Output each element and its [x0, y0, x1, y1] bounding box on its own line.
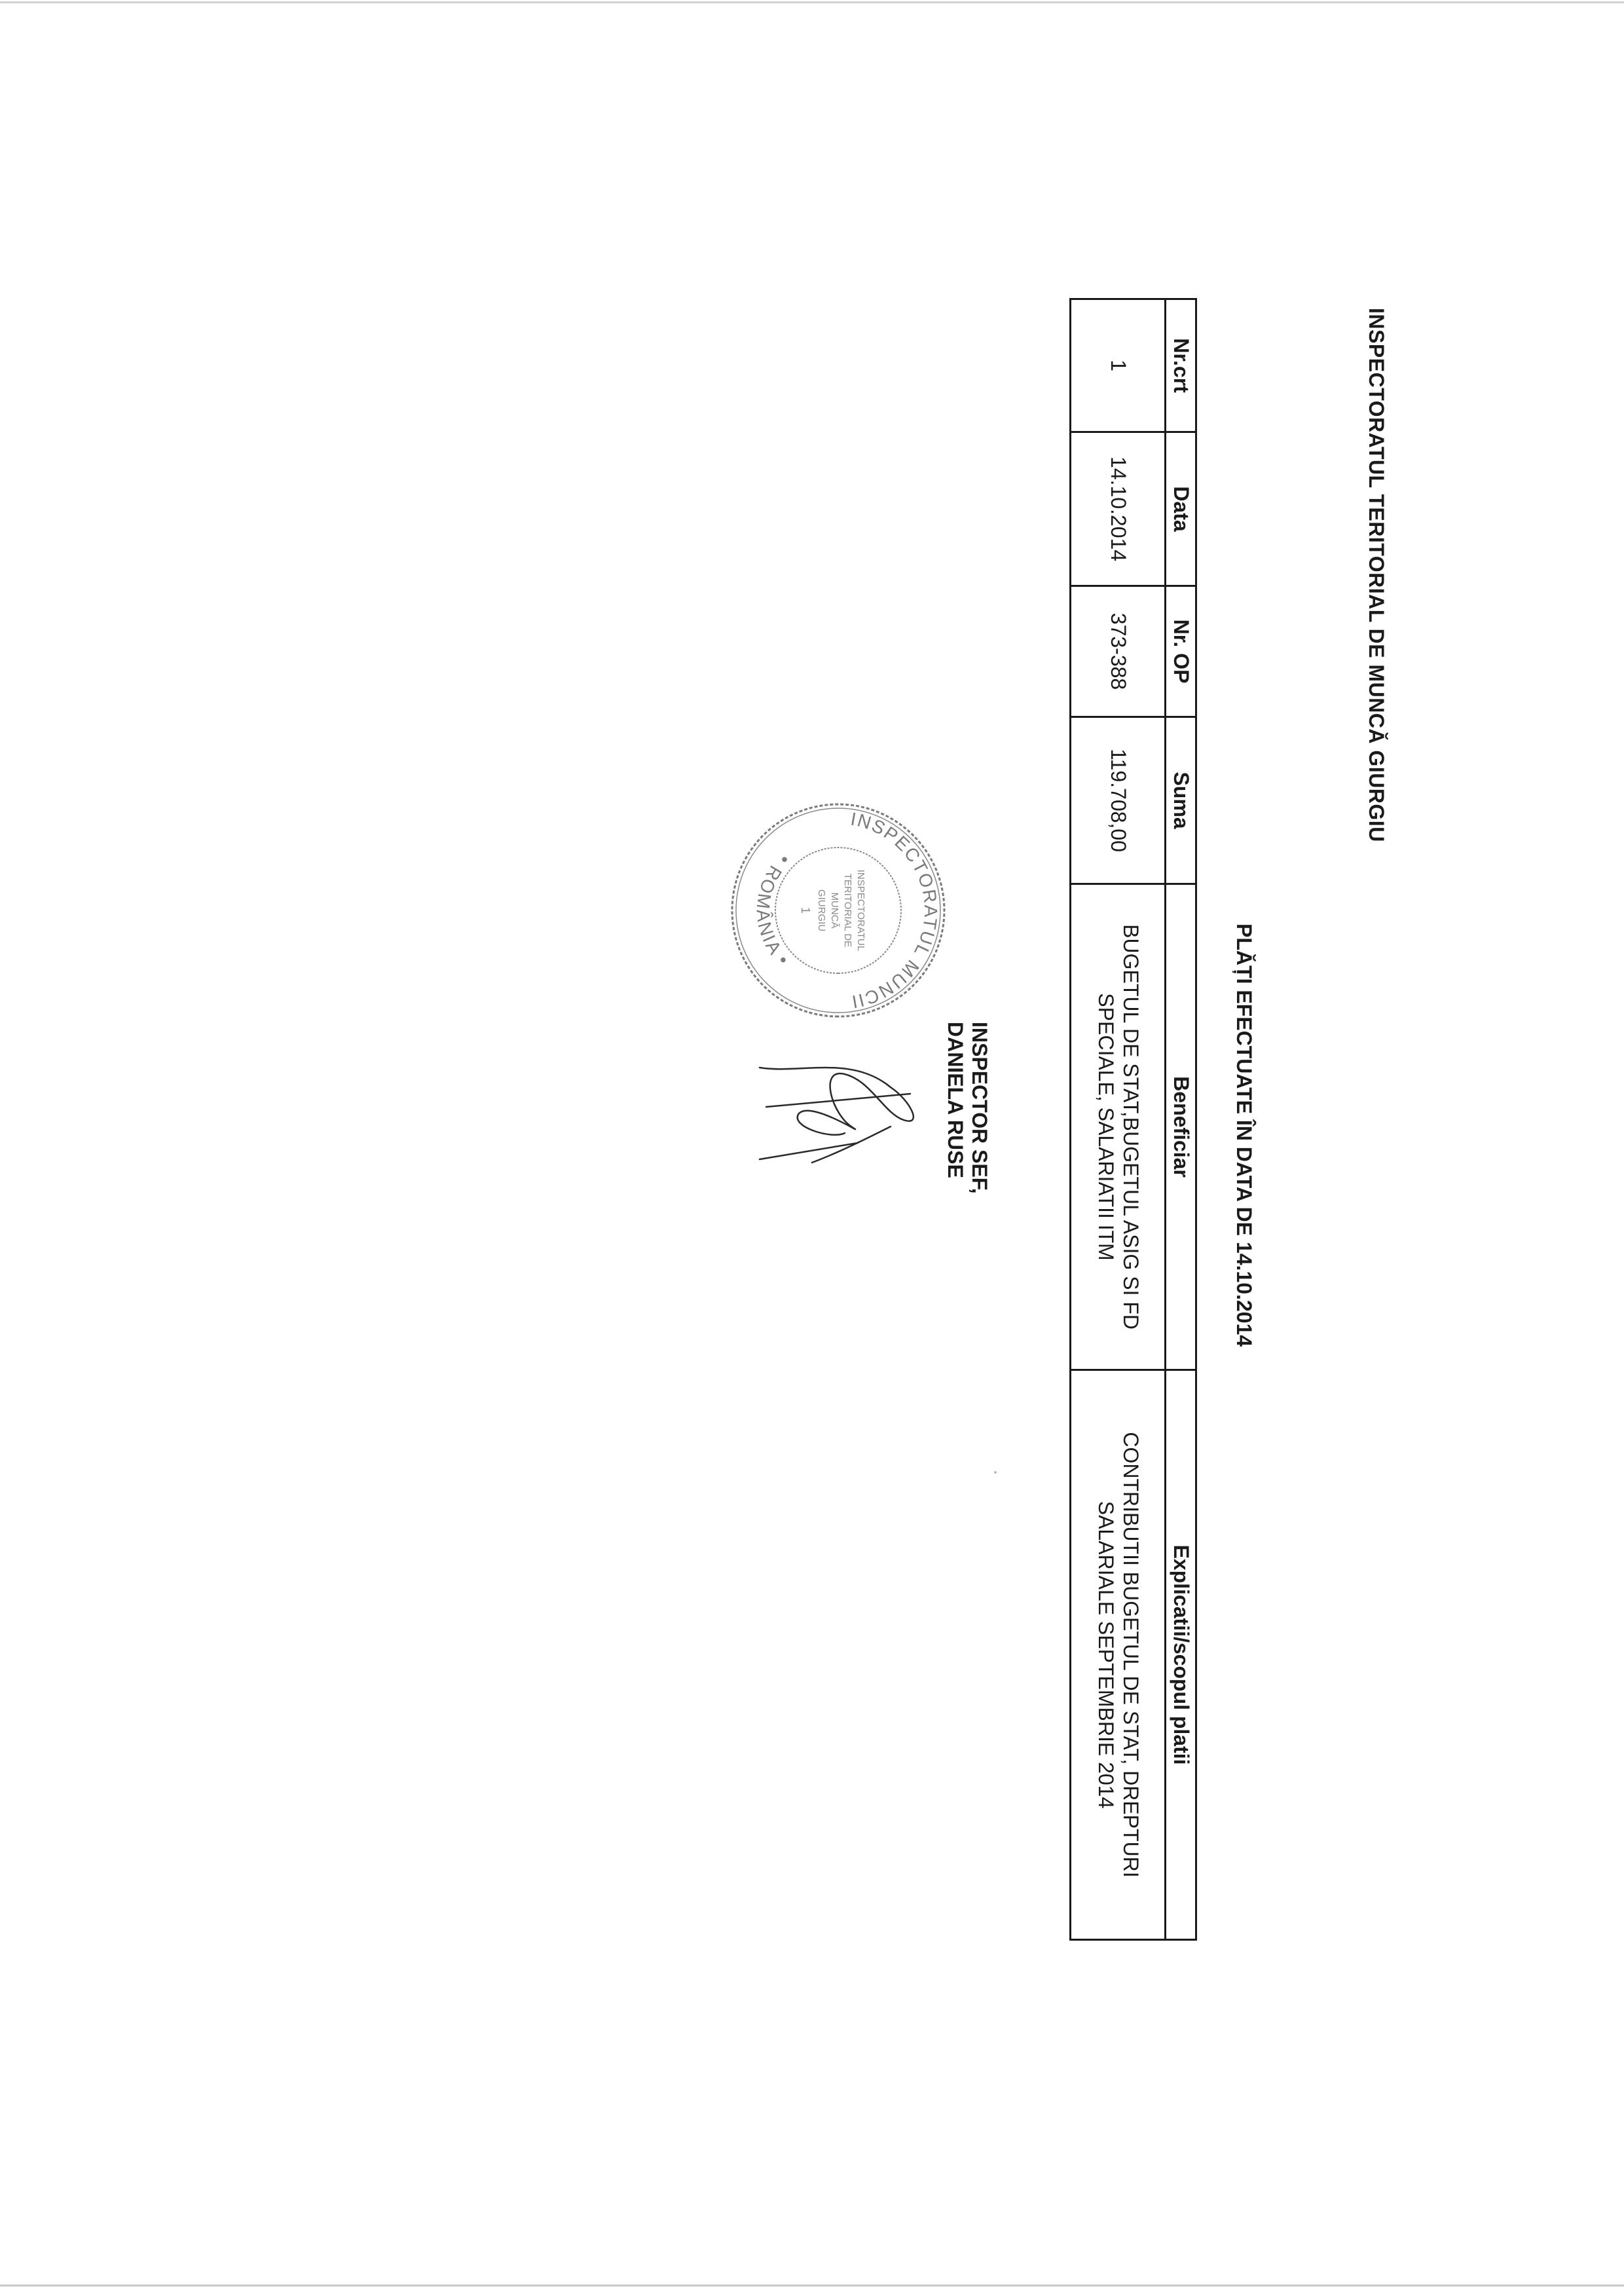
svg-text:• ROMÂNIA •: • ROMÂNIA • — [752, 850, 794, 971]
signature-block — [943, 1022, 991, 1194]
organization-title: INSPECTORATUL TERITORIAL DE MUNCĂ GIURGIU — [1365, 308, 1388, 842]
column-header-suma: Suma — [1166, 717, 1196, 884]
cell-nr-crt: 1 — [1071, 299, 1166, 432]
column-header-nr-crt: Nr.crt — [1166, 299, 1196, 432]
cell-suma: 119.708,00 — [1071, 717, 1166, 884]
column-header-data: Data — [1166, 432, 1196, 586]
payments-table — [1069, 298, 1197, 1941]
document-title: PLĂȚI EFECTUATE ÎN DATA DE 14.10.2014 — [1232, 924, 1256, 1347]
svg-text:TERITORIAL DE: TERITORIAL DE — [842, 873, 853, 948]
table-header-row — [1166, 299, 1196, 1940]
column-header-beneficiar: Beneficiar — [1166, 884, 1196, 1370]
column-header-explicatii: Explicatii/scopul platii — [1166, 1370, 1196, 1940]
svg-text:MUNCĂ: MUNCĂ — [829, 892, 840, 929]
svg-text:1: 1 — [799, 906, 812, 914]
column-header-nr-op: Nr. OP — [1166, 586, 1196, 717]
svg-text:INSPECTORATUL MUNCII: INSPECTORATUL MUNCII — [849, 808, 942, 1013]
cell-beneficiar: BUGETUL DE STAT,BUGETUL ASIG SI FD SPECIALE, SALARIATII ITM — [1071, 884, 1166, 1370]
svg-text:INSPECTORATUL: INSPECTORATUL — [855, 869, 866, 952]
scan-edge-bottom — [0, 2285, 1624, 2286]
cell-data: 14.10.2014 — [1071, 432, 1166, 586]
handwritten-signature-icon — [753, 1028, 930, 1185]
cell-nr-op: 373-388 — [1071, 586, 1166, 717]
signatory-name: DANIELA RUSE — [944, 1022, 968, 1178]
svg-text:GIURGIU: GIURGIU — [816, 889, 827, 932]
scan-edge-top — [0, 1, 1624, 3]
signatory-role: INSPECTOR SEF, — [968, 1022, 991, 1194]
round-stamp-icon — [727, 799, 950, 1022]
cell-explicatii: CONTRIBUTII BUGETUL DE STAT, DREPTURI SALARIALE SEPTEMBRIE 2014 — [1071, 1370, 1166, 1940]
document-page — [0, 295, 1401, 2129]
table-row — [1071, 299, 1166, 1940]
